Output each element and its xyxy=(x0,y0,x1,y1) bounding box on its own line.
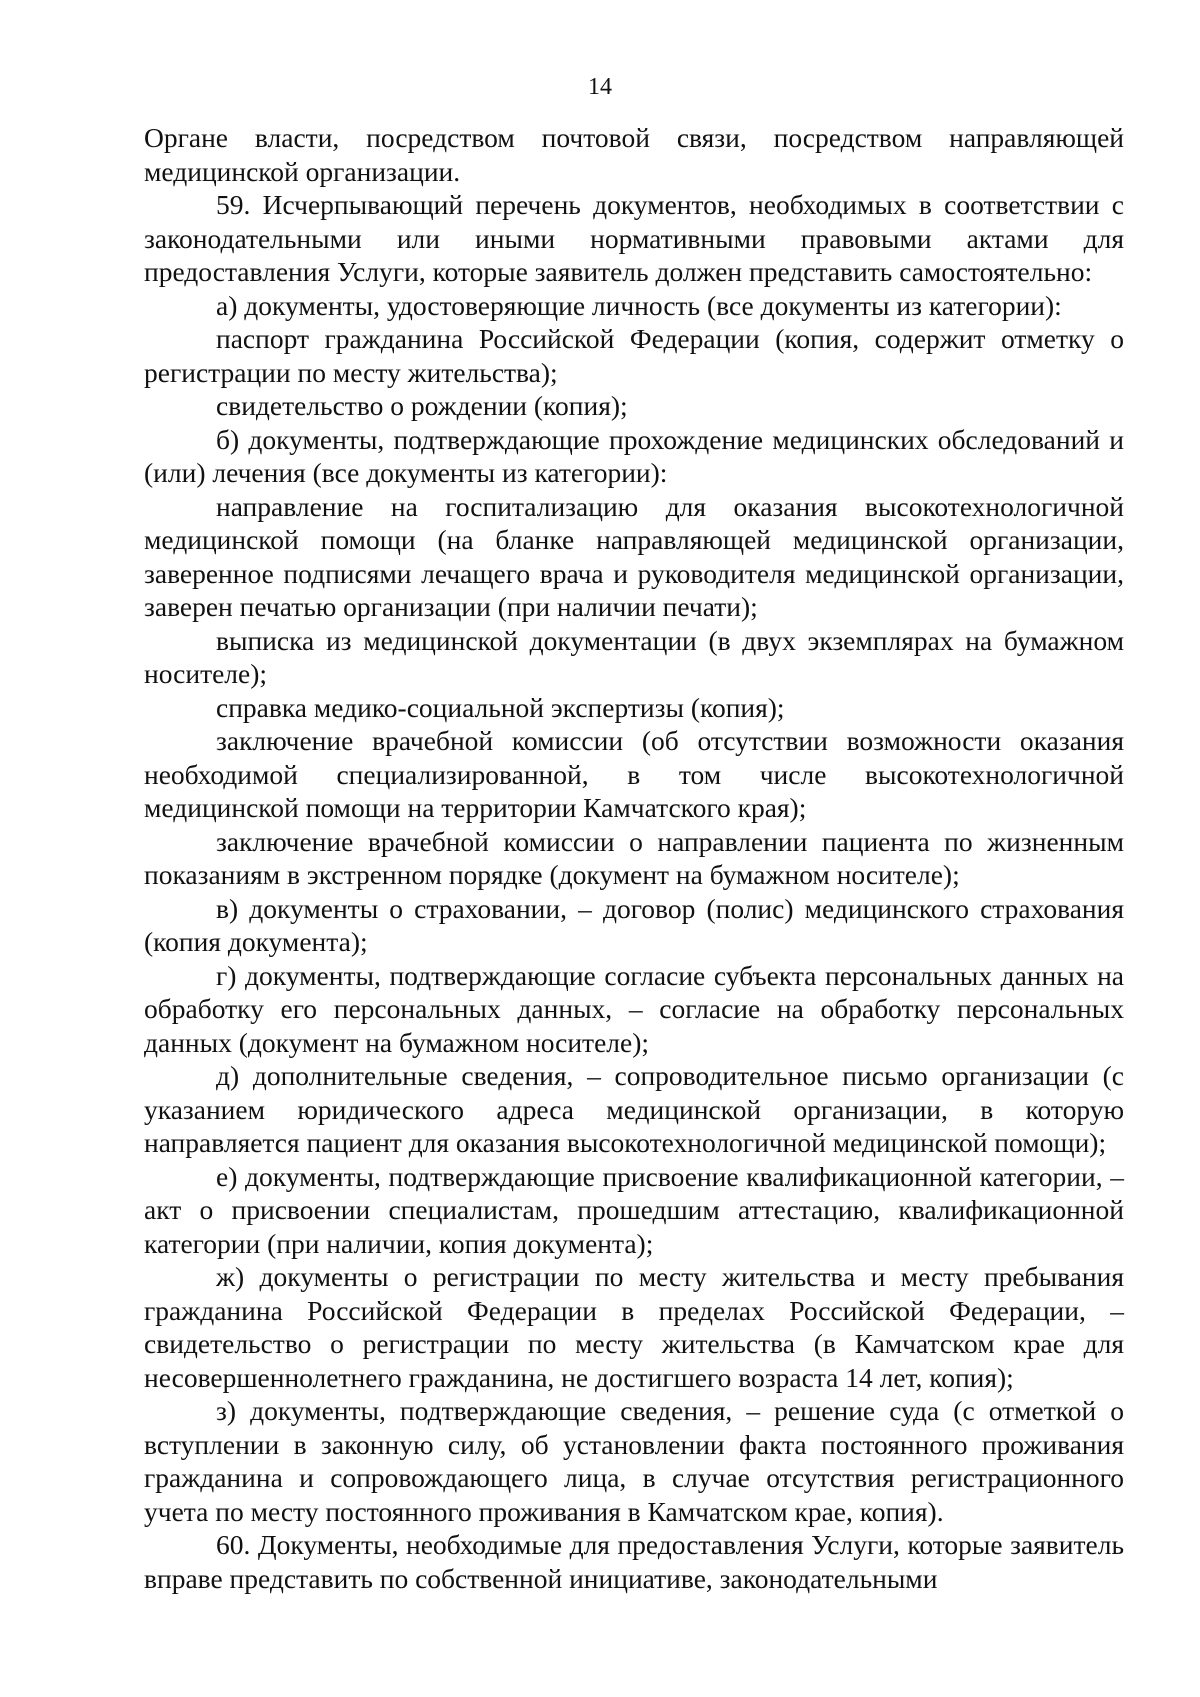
paragraph-item-59: 59. Исчерпывающий перечень документов, необходимых в соответствии с законодательными или иными нормативными правовыми актами для предоставления Услуги, которые заявитель должен представить самостоятельно: xyxy=(144,189,1124,287)
paragraph-referral: направление на госпитализацию для оказания высокотехнологичной медицинской помощи (на бланке направляющей медицинской организации, заверенное подписями лечащего врача и руководителя медицинской организации, заверен печатью организации (при наличии печати); xyxy=(144,490,1124,622)
document-body xyxy=(144,121,1124,1595)
paragraph-continuation: Органе власти, посредством почтовой связи, посредством направляющей медицинской организации. xyxy=(144,122,1124,187)
page-number: 14 xyxy=(588,74,612,100)
paragraph-item-v: в) документы о страховании, – договор (полис) медицинского страхования (копия документа); xyxy=(144,892,1124,957)
paragraph-item-d: д) дополнительные сведения, – сопроводительное письмо организации (с указанием юридического адреса медицинской организации, в которую направляется пациент для оказания высокотехнологичной медицинской помощи); xyxy=(144,1060,1124,1158)
paragraph-item-e: е) документы, подтверждающие присвоение квалификационной категории, – акт о присвоении специалистам, прошедшим аттестацию, квалификационной категории (при наличии, копия документа); xyxy=(144,1160,1124,1259)
paragraph-birth-certificate: свидетельство о рождении (копия); xyxy=(216,390,628,421)
paragraph-passport: паспорт гражданина Российской Федерации (копия, содержит отметку о регистрации по месту жительства); xyxy=(144,323,1124,388)
paragraph-item-z: з) документы, подтверждающие сведения, – решение суда (с отметкой о вступлении в законную силу, об установлении факта постоянного проживания гражданина и сопровождающего лица, в случае отсутствия регистрационного учета по месту постоянного проживания в Камчатском крае, копия). xyxy=(144,1395,1124,1527)
paragraph-commission-conclusion-2: заключение врачебной комиссии о направлении пациента по жизненным показаниям в экстренном порядке (документ на бумажном носителе); xyxy=(144,825,1124,890)
paragraph-item-b: б) документы, подтверждающие прохождение медицинских обследований и (или) лечения (все документы из категории): xyxy=(144,423,1124,488)
paragraph-item-a: а) документы, удостоверяющие личность (все документы из категории): xyxy=(216,289,1062,321)
paragraph-item-zh: ж) документы о регистрации по месту жительства и месту пребывания гражданина Российской Федерации в пределах Российской Федерации, – свидетельство о регистрации по месту жительства (в Камчатском крае для несовершеннолетнего гражданина, не достигшего возраста 14 лет, копия); xyxy=(144,1261,1124,1393)
paragraph-item-60: 60. Документы, необходимые для предоставления Услуги, которые заявитель вправе представить по собственной инициативе, законодательными xyxy=(144,1529,1124,1594)
paragraph-commission-conclusion-1: заключение врачебной комиссии (об отсутствии возможности оказания необходимой специализированной, в том числе высокотехнологичной медицинской помощи на территории Камчатского края); xyxy=(144,725,1124,823)
paragraph-medical-extract: выписка из медицинской документации (в двух экземплярах на бумажном носителе); xyxy=(144,624,1124,689)
paragraph-item-g: г) документы, подтверждающие согласие субъекта персональных данных на обработку его персональных данных, – согласие на обработку персональных данных (документ на бумажном носителе); xyxy=(144,959,1124,1058)
paragraph-mse-certificate: справка медико-социальной экспертизы (копия); xyxy=(216,691,785,723)
